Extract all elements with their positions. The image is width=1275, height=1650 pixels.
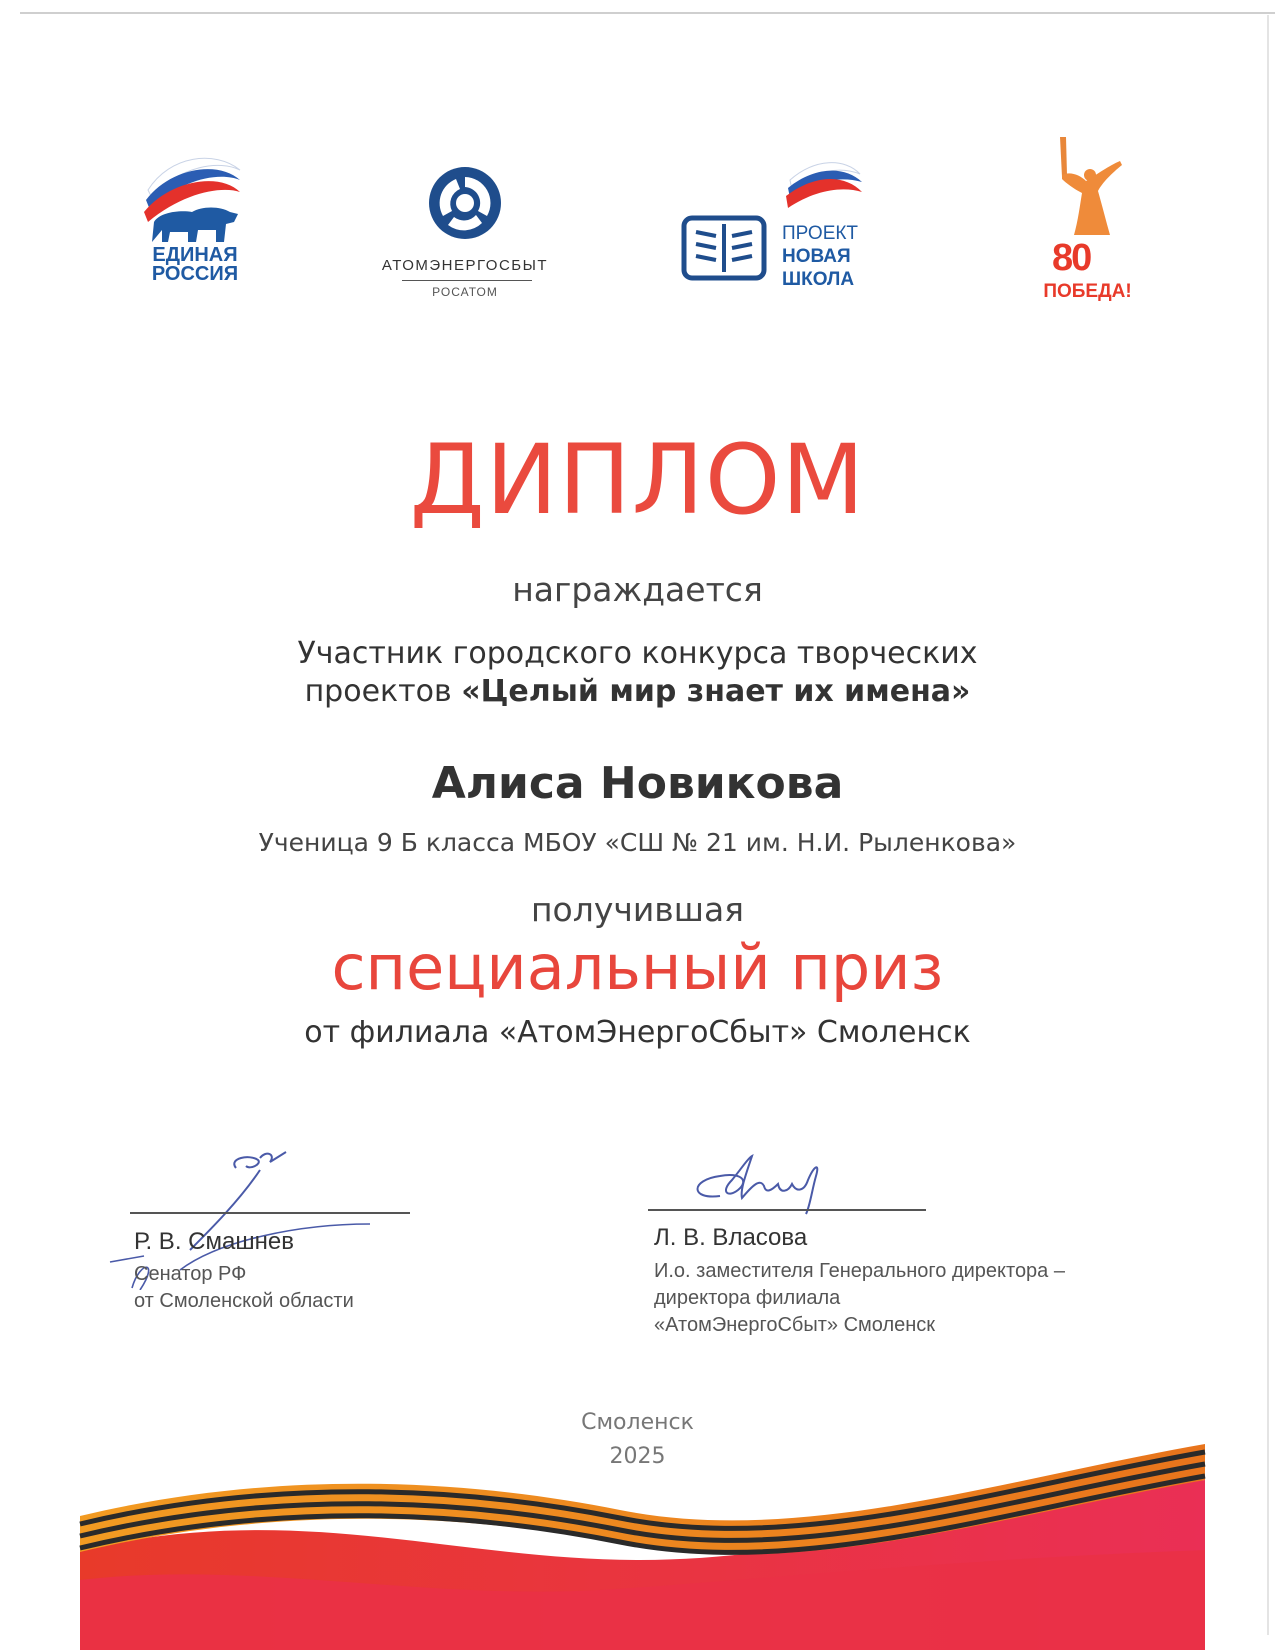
signature-line-left xyxy=(130,1212,410,1214)
pobeda-80-logo xyxy=(1040,135,1135,310)
rosatom-wordmark: РОСАТОМ xyxy=(432,285,498,299)
signatory-name-vlasova: Л. В. Власова xyxy=(654,1224,808,1251)
footer-city: Смоленск xyxy=(581,1410,694,1435)
rosatom-atom-icon xyxy=(350,165,580,255)
diploma-title: ДИПЛОМ xyxy=(409,424,866,536)
atomenergosbyt-wordmark: АТОМЭНЕРГОСБЫТ xyxy=(381,257,549,274)
novaya-shkola-logo xyxy=(680,160,900,295)
contest-line-2: проектов «Целый мир знает их имена» xyxy=(304,674,971,709)
footer-year: 2025 xyxy=(609,1444,666,1469)
pobeda-text: ПОБЕДА! xyxy=(1043,281,1132,302)
atomenergosbyt-logo xyxy=(350,165,580,305)
prize-title: специальный приз xyxy=(331,931,944,1004)
edinaya-rossiya-wordmark: ЕДИНАЯ РОССИЯ xyxy=(151,244,239,285)
edinaya-rossiya-logo xyxy=(140,150,250,290)
signatory-name-smashnev: Р. В. Смашнев xyxy=(134,1228,294,1255)
scan-border-top xyxy=(20,12,1275,14)
pobeda-80-number: 80 xyxy=(1052,237,1091,279)
recipient-name: Алиса Новикова xyxy=(431,758,844,809)
bear-flag-icon xyxy=(140,150,250,245)
scan-border-right xyxy=(1267,15,1269,1635)
prize-sponsor: от филиала «АтомЭнергоСбыт» Смоленск xyxy=(304,1015,971,1050)
novaya-shkola-wordmark: ПРОЕКТ НОВАЯ ШКОЛА xyxy=(782,223,859,290)
motherland-statue-icon xyxy=(1040,135,1135,245)
signatory-role-smashnev: Сенатор РФ от Смоленской области xyxy=(134,1263,354,1312)
st-george-ribbon-decoration xyxy=(0,1440,1275,1650)
recipient-school: Ученица 9 Б класса МБОУ «СШ № 21 им. Н.И. Рыленкова» xyxy=(258,828,1017,857)
contest-name: «Целый мир знает их имена» xyxy=(461,674,971,709)
signature-line-right xyxy=(648,1209,926,1211)
signatory-role-vlasova: И.о. заместителя Генерального директора – директора филиала «АтомЭнергоСбыт» Смоленск xyxy=(654,1260,1065,1336)
atomenergosbyt-divider xyxy=(402,280,532,281)
awarded-label: награждается xyxy=(512,570,763,609)
received-label: получившая xyxy=(530,890,745,929)
contest-description xyxy=(0,635,1275,711)
contest-line-1: Участник городского конкурса творческих xyxy=(297,636,978,671)
